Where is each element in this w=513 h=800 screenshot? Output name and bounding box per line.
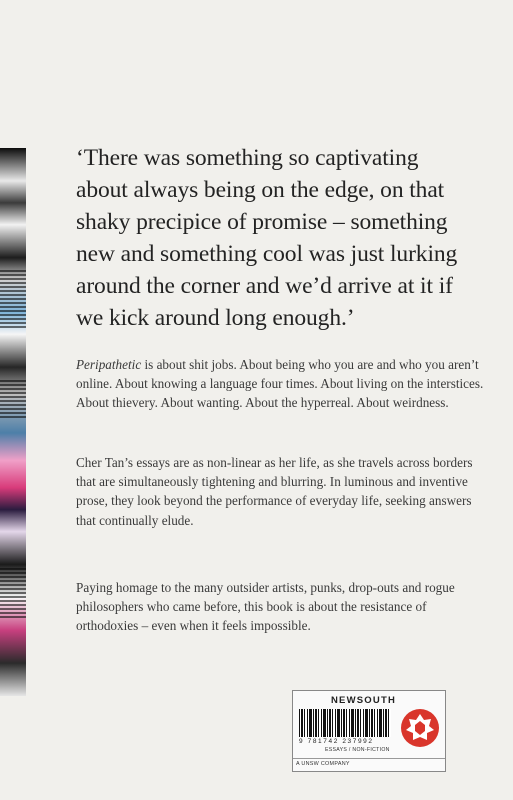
category-label: ESSAYS / NON-FICTION: [325, 747, 390, 753]
barcode: [299, 709, 391, 737]
description-paragraph-3: Paying homage to the many outsider artists, punks, drop-outs and rogue philosophers who came before, this book is about the resistance of orthodoxies – even when it feels impossible.: [76, 580, 455, 634]
quote-line: new and something cool was just lurking: [76, 241, 458, 267]
divider: [293, 758, 445, 759]
quote-line: about always being on the edge, on that: [76, 177, 445, 203]
paragraph-text: is about shit jobs. About being who you are and who you aren’t online. About knowing a language four times. About living on the interstices. About thievery. About wanting. About the hyperreal. About weirdness.: [76, 357, 484, 411]
art-band: [0, 378, 26, 418]
quote-line: shaky precipice of promise – something: [76, 209, 448, 235]
isbn-number: 9 781742 237992: [299, 738, 374, 745]
description-paragraph-2: Cher Tan’s essays are as non-linear as her life, as she travels across borders that are simultaneously tightening and blurring. In luminous and inventive prose, they look beyond the performance of everyday life, seeking answers that continually elude.: [76, 455, 473, 528]
quote-line: around the corner and we’d arrive at it if: [76, 273, 453, 299]
barcode-panel: [292, 690, 446, 772]
quote-line: we kick around long enough.’: [76, 305, 355, 331]
quote-line: ‘There was something so captivating: [76, 145, 419, 171]
company-label: A UNSW COMPANY: [296, 761, 350, 767]
art-band: [0, 268, 26, 328]
book-title: Peripathetic: [76, 357, 142, 372]
publisher-logo-icon: [401, 709, 439, 747]
art-band: [0, 568, 26, 618]
pull-quote: [76, 142, 496, 334]
description-paragraph-1: [76, 355, 486, 413]
publisher-name: NEWSOUTH: [331, 695, 397, 706]
cover-art-edge: [0, 148, 26, 696]
